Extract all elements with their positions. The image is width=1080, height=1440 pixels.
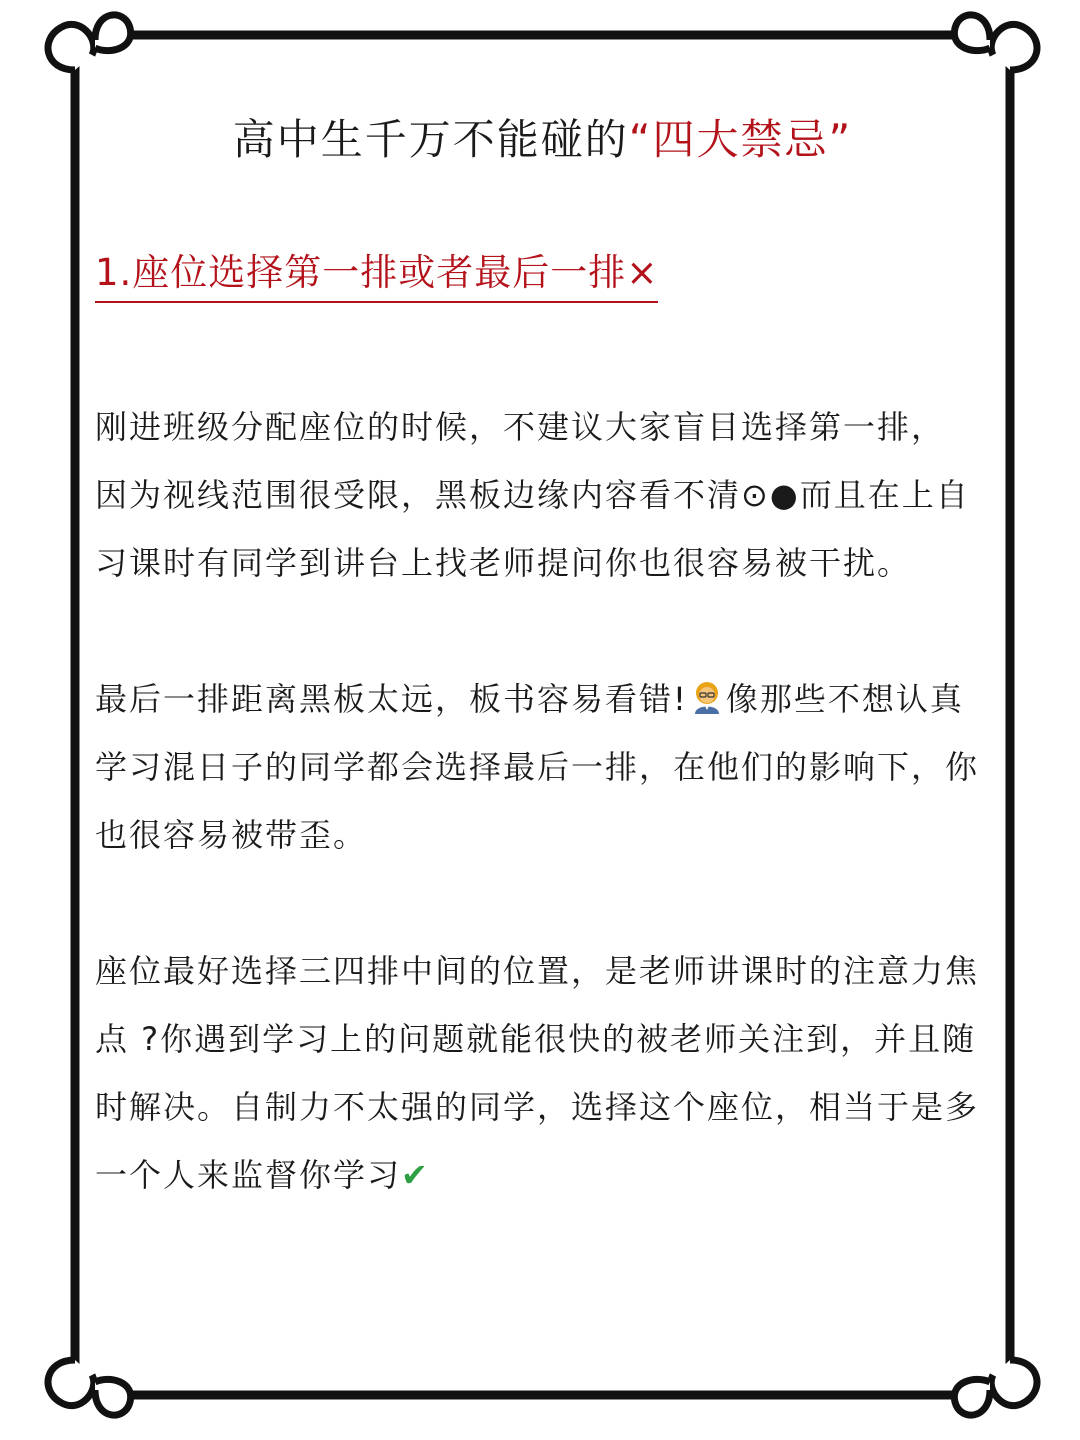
exclaim-mark: ! xyxy=(673,680,688,718)
page-title xyxy=(95,105,990,175)
paragraph-2-text-before: 最后一排距离黑板太远，板书容易看错 xyxy=(95,680,674,718)
section-heading-text: 1.座位选择第一排或者最后一排 xyxy=(95,251,627,294)
paragraph-3-text: 座位最好选择三四排中间的位置，是老师讲课时的注意力焦点 ?你遇到学习上的问题就能很快的被老师关注到，并且随时解决。自制力不太强的同学，选择这个座位，相当于是多一个人来监督你学习 xyxy=(95,952,980,1194)
eye-symbols-icon: ⊙● xyxy=(741,476,800,514)
cross-mark-icon: × xyxy=(626,251,659,294)
title-prefix: 高中生千万不能碰的 xyxy=(232,115,629,164)
paragraph-1 xyxy=(95,393,990,597)
paragraph-3 xyxy=(95,937,990,1209)
paragraph-2-text-after: 像那些不想认真学习混日子的同学都会选择最后一排，在他们的影响下，你也很容易被带歪。 xyxy=(95,680,980,854)
content-area xyxy=(95,105,990,1209)
section-heading xyxy=(95,247,658,303)
title-highlight: “四大禁忌” xyxy=(628,115,853,164)
woman-teacher-icon xyxy=(690,680,724,714)
paragraph-1-text-after: 而且在上自习课时有同学到讲台上找老师提问你也很容易被干扰。 xyxy=(95,476,970,582)
check-mark-icon: ✔ xyxy=(401,1156,430,1194)
paragraph-1-text: 刚进班级分配座位的时候，不建议大家盲目选择第一排， 因为视线范围很受限，黑板边缘内容看不清 xyxy=(95,408,946,514)
paragraph-2 xyxy=(95,665,990,869)
